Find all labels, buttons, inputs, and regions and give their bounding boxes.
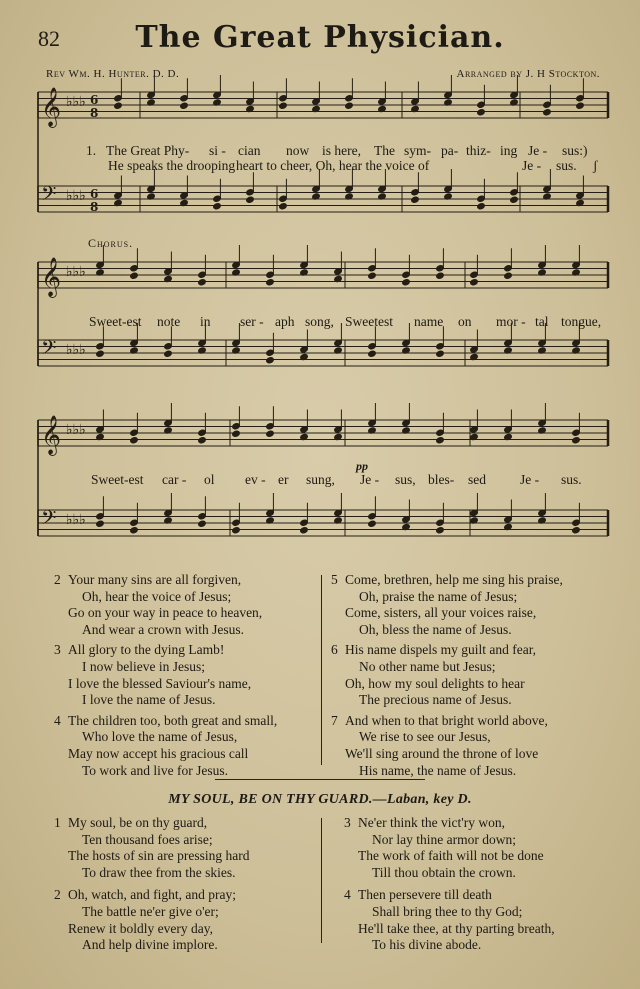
- verse: [54, 887, 249, 953]
- verse-line: Till thou obtain the crown.: [372, 864, 516, 880]
- hymn-title: The Great Physician.: [135, 20, 505, 55]
- verse: [331, 642, 563, 708]
- verse-line: He'll take thee, at thy parting breath,: [358, 920, 555, 936]
- verse-number: 4: [344, 887, 351, 903]
- notehead: [130, 272, 139, 279]
- verse-line: Your many sins are all forgiven,: [68, 572, 242, 587]
- notehead: [436, 527, 445, 534]
- bass-clef: 𝄢: [41, 182, 57, 210]
- key-signature: ♭♭♭: [66, 264, 86, 280]
- notehead: [266, 357, 275, 364]
- lyric: bles-: [428, 472, 455, 487]
- verse-line: To work and live for Jesus.: [82, 762, 229, 778]
- verse: [54, 815, 250, 881]
- verse-line: The children too, both great and small,: [68, 712, 278, 728]
- notehead: [477, 203, 486, 210]
- lyric: tal: [535, 314, 549, 329]
- lyric: He speaks the drooping: [108, 158, 236, 173]
- verse-line: His name, the name of Jesus.: [359, 762, 517, 778]
- verse-number: 1: [54, 815, 61, 830]
- notehead: [572, 437, 581, 444]
- verse-line: Renew it boldly every day,: [68, 920, 213, 936]
- lyric: thiz-: [466, 143, 491, 158]
- key-signature: ♭♭♭: [66, 422, 86, 438]
- lyric: ol: [204, 472, 215, 487]
- notehead: [436, 437, 445, 444]
- verse: [331, 572, 563, 638]
- words-credit: Rev Wm. H. Hunter. D. D.: [46, 68, 180, 80]
- lyric: Sweetest: [345, 314, 393, 329]
- key-signature: ♭♭♭: [66, 94, 86, 110]
- lyric: sus.: [561, 472, 582, 487]
- verse-line: And when to that bright world above,: [345, 712, 548, 728]
- verse-line: I love the name of Jesus.: [82, 692, 216, 708]
- verse: [54, 712, 278, 779]
- lyric: er: [278, 472, 289, 487]
- verse-line: Ten thousand foes arise;: [82, 831, 213, 847]
- notehead: [300, 527, 309, 534]
- lyric: cian: [238, 143, 261, 158]
- notehead: [246, 196, 255, 203]
- notehead: [164, 350, 173, 357]
- verse-line: Oh, bless the name of Jesus.: [359, 621, 512, 637]
- lyric: The Great Phy-: [106, 143, 190, 158]
- verse-line: Then persevere till death: [358, 887, 492, 903]
- notehead: [279, 102, 288, 109]
- time-signature: 8: [90, 106, 99, 120]
- lyric: ʃ: [593, 158, 598, 173]
- notehead: [130, 527, 139, 534]
- notehead: [96, 350, 105, 357]
- notehead: [266, 430, 275, 437]
- lyric: car -: [162, 472, 187, 487]
- verse-number: 3: [344, 815, 351, 830]
- verse-line: The work of faith will not be done: [358, 848, 544, 864]
- verse-line: No other name but Jesus;: [359, 658, 496, 674]
- verse-line: Oh, hear the voice of Jesus;: [82, 588, 232, 604]
- lyric: tongue,: [561, 314, 602, 329]
- section-rule: [215, 779, 425, 780]
- verse-line: Oh, how my soul delights to hear: [345, 675, 525, 691]
- notehead: [368, 272, 377, 279]
- lyric: sus:): [562, 143, 588, 158]
- notehead: [232, 430, 241, 437]
- column-divider: [321, 818, 322, 943]
- time-signature: 6: [90, 187, 99, 201]
- lyric: sus.: [556, 158, 577, 173]
- verse-number: 3: [54, 642, 61, 658]
- notehead: [198, 437, 207, 444]
- chorus-label: Chorus.: [88, 236, 134, 250]
- notehead: [96, 520, 105, 527]
- notehead: [180, 102, 189, 109]
- verse-line: I love the blessed Saviour's name,: [68, 675, 252, 691]
- verse-line: We'll sing around the throne of love: [345, 745, 539, 761]
- notehead: [510, 196, 519, 203]
- lyric: name: [414, 314, 444, 329]
- notehead: [114, 102, 123, 109]
- verse: [344, 887, 555, 953]
- verse1-number: 1.: [86, 143, 97, 158]
- notehead: [279, 203, 288, 210]
- lyric: Sweet-est: [89, 314, 142, 329]
- notehead: [368, 350, 377, 357]
- verse-number: 6: [331, 642, 338, 658]
- verse: [54, 642, 277, 708]
- bass-clef: 𝄢: [41, 506, 57, 534]
- lyric: The: [374, 143, 395, 158]
- verses-left-column: [54, 572, 278, 779]
- verse: [344, 815, 555, 881]
- verse-line: We rise to see our Jesus,: [359, 729, 491, 745]
- verse-line: The battle ne'er give o'er;: [82, 903, 219, 919]
- verse-line: All glory to the dying Lamb!: [68, 642, 225, 658]
- lyric: on: [458, 314, 472, 329]
- notehead: [576, 102, 585, 109]
- lyric: ser -: [240, 314, 264, 329]
- treble-clef: 𝄞: [41, 87, 62, 127]
- notehead: [402, 279, 411, 286]
- treble-clef: 𝄞: [41, 257, 62, 297]
- lyric: note: [157, 314, 181, 329]
- verse-number: 5: [331, 572, 338, 587]
- music-credit: Arranged by J. H Stockton.: [456, 68, 600, 80]
- notehead: [213, 203, 222, 210]
- verse-line: Oh, watch, and fight, and pray;: [68, 887, 236, 903]
- lyric: mor -: [496, 314, 526, 329]
- verse: [331, 712, 563, 779]
- verse-line: My soul, be on thy guard,: [68, 815, 208, 830]
- verse-line: His name dispels my guilt and fear,: [345, 642, 537, 658]
- notehead: [470, 279, 479, 286]
- lyric: song,: [305, 314, 334, 329]
- notehead: [345, 102, 354, 109]
- notehead: [368, 520, 377, 527]
- lyric: Je -: [522, 158, 542, 173]
- verse-line: To his divine abode.: [372, 937, 482, 953]
- notehead: [411, 196, 420, 203]
- verse-line: Nor lay thine armor down;: [372, 831, 516, 847]
- notehead: [504, 272, 513, 279]
- lyric: ev -: [245, 472, 266, 487]
- verse-line: And wear a crown with Jesus.: [82, 621, 244, 637]
- bass-clef: 𝄢: [41, 336, 57, 364]
- verse-number: 7: [331, 712, 338, 728]
- verse-line: Ne'er think the vict'ry won,: [358, 815, 505, 830]
- lyric: sym-: [404, 143, 431, 158]
- treble-clef: 𝄞: [41, 415, 62, 455]
- verse-line: Come, sisters, all your voices raise,: [345, 605, 537, 621]
- time-signature: 6: [90, 93, 99, 107]
- verse-line: And help divine implore.: [82, 937, 218, 953]
- notehead: [436, 350, 445, 357]
- lyric: aph: [275, 314, 295, 329]
- column-divider: [321, 575, 322, 765]
- verse-line: The hosts of sin are pressing hard: [68, 848, 250, 864]
- second-hymn-title: MY SOUL, BE ON THY GUARD.—Laban, key D.: [168, 792, 472, 807]
- verse-line: The precious name of Jesus.: [359, 692, 512, 708]
- notehead: [198, 520, 207, 527]
- hymn2-right-column: [344, 815, 555, 954]
- key-signature: ♭♭♭: [66, 342, 86, 358]
- lyric: sung,: [306, 472, 335, 487]
- lyric: sed: [468, 472, 486, 487]
- key-signature: ♭♭♭: [66, 188, 86, 204]
- verse-line: Go on your way in peace to heaven,: [68, 605, 263, 621]
- notehead: [130, 437, 139, 444]
- lyric: Je -: [360, 472, 380, 487]
- notehead: [543, 109, 552, 116]
- dynamic-marking: pp: [356, 459, 368, 473]
- lyric: is here,: [322, 143, 361, 158]
- verse: [54, 572, 277, 638]
- lyric: now: [286, 143, 310, 158]
- verse-line: Who love the name of Jesus,: [82, 729, 238, 745]
- notehead: [232, 527, 241, 534]
- verse-line: May now accept his gracious call: [68, 745, 249, 761]
- verse-line: I now believe in Jesus;: [82, 658, 205, 674]
- verse-line: Come, brethren, help me sing his praise,: [345, 572, 563, 587]
- lyric: Je -: [528, 143, 548, 158]
- lyric: Je -: [520, 472, 540, 487]
- key-signature: ♭♭♭: [66, 512, 86, 528]
- verse-number: 2: [54, 887, 61, 903]
- notehead: [266, 279, 275, 286]
- lyric: sus,: [395, 472, 416, 487]
- verse-line: Oh, praise the name of Jesus;: [359, 588, 518, 604]
- verse-number: 4: [54, 712, 61, 728]
- verses-right-column: [331, 572, 563, 779]
- verse-number: 2: [54, 572, 61, 587]
- verse-line: To draw thee from the skies.: [82, 864, 236, 880]
- notehead: [572, 527, 581, 534]
- lyric: ing: [500, 143, 518, 158]
- notehead: [198, 279, 207, 286]
- notehead: [477, 109, 486, 116]
- lyric: si -: [209, 143, 226, 158]
- lyric: in: [200, 314, 211, 329]
- lyric: pa-: [441, 143, 459, 158]
- hymn2-left-column: [54, 815, 250, 954]
- verse-line: Shall bring thee to thy God;: [372, 903, 523, 919]
- lyric: heart to cheer, Oh, hear the voice of: [236, 158, 430, 173]
- lyric: Sweet-est: [91, 472, 144, 487]
- notehead: [436, 272, 445, 279]
- page-number: 82: [38, 26, 60, 51]
- time-signature: 8: [90, 200, 99, 214]
